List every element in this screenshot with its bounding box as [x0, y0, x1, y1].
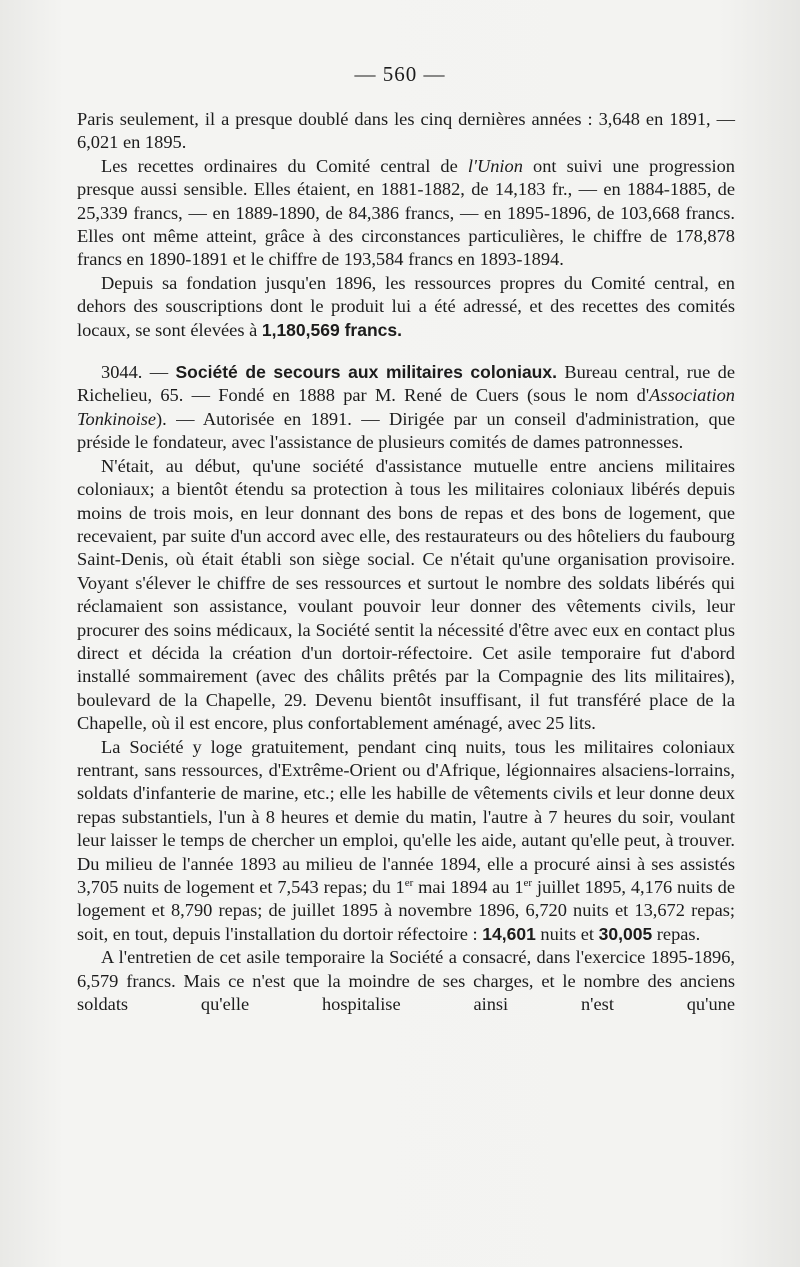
paragraph-3-text: Depuis sa fondation jusqu'en 1896, les ressources propres du Comité central, en dehors des souscriptions dont le produit lui a été adressé, et des recettes des comités locaux, se sont élevées à — [77, 272, 735, 340]
paragraph-3 — [77, 272, 735, 342]
entry-number: 3044. — — [101, 362, 176, 383]
entry-3044 — [77, 361, 735, 455]
entry-text-b: ). — Autorisée en 1891. — Dirigée par un conseil d'administration, que préside le fondateur, avec l'assistance de plusieurs comités de dames patronnesses. — [77, 408, 735, 453]
paragraph-6-text-b: mai 1894 au 1 — [413, 877, 524, 897]
paragraph-2-text-b: ont suivi une progression presque aussi sensible. Elles étaient, en 1881-1882, de 14,183 fr., — en 1884-1885, de 25,339 francs, — en 1889-1890, de 84,386 francs, — en 1895-1896, de 103,668 francs. Elles ont même atteint, grâce à des circonstances particulières, le chiffre de 178,878 francs en 1890-1891 et le chiffre de 193,584 francs en 1893-1894. — [77, 155, 735, 270]
paragraph-5 — [77, 455, 735, 736]
total-resources: 1,180,569 francs. — [261, 319, 402, 340]
paragraph-2-text-a: Les recettes ordinaires du Comité central de — [101, 155, 468, 176]
paragraph-5-text: N'était, au début, qu'une société d'assistance mutuelle entre anciens militaires coloniaux; a bientôt étendu sa protection à tous les militaires coloniaux libérés depuis moins de trois mois, en leur donnant des bons de repas et des bons de logement, que recevaient, par suite d'un accord avec elle, des restaurateurs ou des hôteliers du faubourg Saint-Denis, où était établi son siège social. Ce n'était qu'une organisation provisoire. Voyant s'élever le chiffre de ses ressources et surtout le nombre des soldats libérés qui réclamaient son assistance, voulant pouvoir leur donner des vêtements civils, leur procurer des soins médicaux, la Société sentit la nécessité d'être avec eux en contact plus direct et décida la création d'un dortoir-réfectoire. Cet asile temporaire fut d'abord installé sommairement (avec des châlits prêtés par la Compagnie des lits militaires), boulevard de la Chapelle, 29. Devenu bientôt insuffisant, il fut transféré place de la Chapelle, où il est encore, plus confortablement aménagé, avec 25 lits. — [77, 455, 735, 734]
total-nights: 14,601 — [482, 923, 536, 944]
paragraph-7-text: A l'entretien de cet asile temporaire la Société a consacré, dans l'exercice 1895-1896, 6,579 francs. Mais ce n'est que la moindre de ses charges, et le nombre des anciens soldats qu'elle hospitalise ainsi n'est qu'une — [77, 947, 735, 1015]
paragraph-1 — [77, 108, 735, 155]
body-text — [77, 108, 735, 1016]
paragraph-1-text: Paris seulement, il a presque doublé dans les cinq dernières années : 3,648 en 1891, — 6,021 en 1895. — [77, 109, 735, 153]
ordinal-sup-1: er — [404, 876, 414, 889]
ordinal-sup-2: er — [523, 876, 533, 889]
entry-title: Société de secours aux militaires coloniaux. — [175, 362, 557, 383]
union-title: l'Union — [467, 155, 523, 176]
page-number: — 560 — — [354, 62, 446, 86]
paragraph-2 — [77, 155, 735, 272]
entry-text-a: Bureau central, rue de Richelieu, 65. — Fondé en 1888 par M. René de Cuers (sous le nom d' — [77, 362, 735, 406]
paragraph-6-text-a: La Société y loge gratuitement, pendant cinq nuits, tous les militaires coloniaux rentrant, sans ressources, d'Extrême-Orient ou d'Afrique, légionnaires alsaciens-lorrains, soldats d'infanterie de marine, etc.; elle les habille de vêtements civils et leur donne deux repas substantiels, l'un à 8 heures et demie du matin, l'autre à 7 heures du soir, voulant leur laisser le temps de chercher un emploi, qu'elle les aide, autant qu'elle peut, à trouver. Du milieu de l'année 1893 au milieu de l'année 1894, elle a procuré ainsi à ses assistés 3,705 nuits de logement et 7,543 repas; du 1 — [77, 736, 735, 897]
paragraph-6-text-d: nuits et — [535, 923, 599, 944]
paragraph-7 — [77, 946, 735, 1016]
paragraph-6-text-e: repas. — [652, 923, 701, 944]
paragraph-6-text-c: juillet 1895, 4,176 nuits de logement et 8,790 repas; de juillet 1895 à novembre 1896, 6,720 nuits et 13,672 repas; soit, en tout, depuis l'installation du dortoir réfectoire : — [77, 877, 735, 944]
association-name: Association Tonkinoise — [77, 385, 735, 429]
paragraph-6 — [77, 736, 735, 947]
total-meals: 30,005 — [598, 923, 653, 944]
